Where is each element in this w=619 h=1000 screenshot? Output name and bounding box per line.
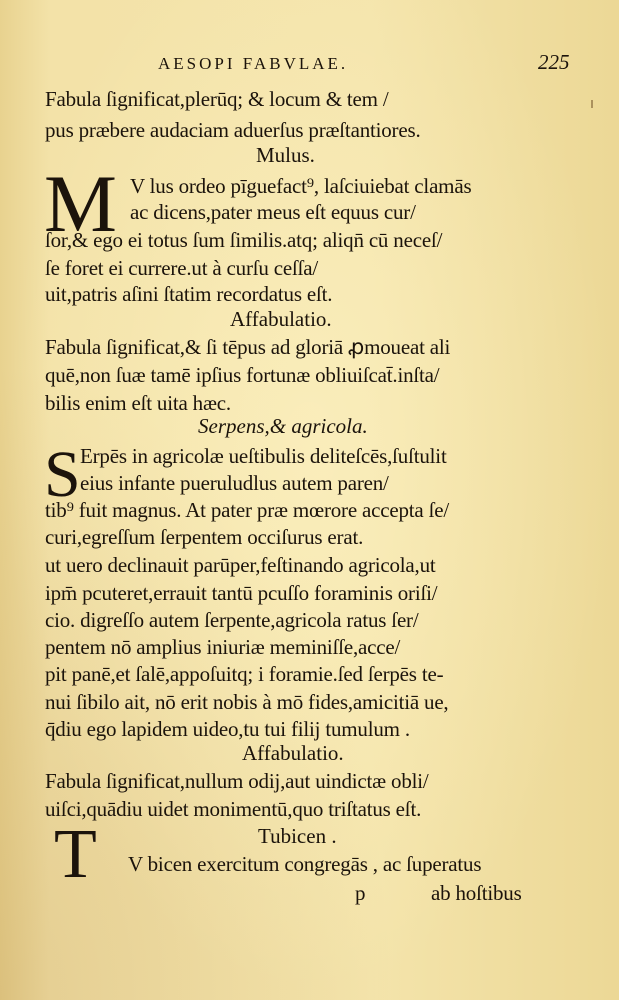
signature-mark: p xyxy=(355,881,366,905)
text-line: Fabula ſignificat,plerūq; & locum & tem / xyxy=(45,87,389,111)
text-line: ipm̄ pcuteret,errauit tantū pcuſſo foraminis oriſi/ xyxy=(45,581,438,605)
text-line: eius infante pueruludlus autem paren/ xyxy=(80,471,389,495)
fable-title: Tubicen . xyxy=(258,824,337,848)
text-line: cio. digreſſo autem ſerpente,agricola ratus ſer/ xyxy=(45,608,419,632)
text-line: bilis enim eſt uita hæc. xyxy=(45,391,231,415)
text-line: q̄diu ego lapidem uideo,tu tui filij tumulum . xyxy=(45,717,410,741)
text-line: pit panē,et ſalē,appoſuitq; i foramie.ſed ſerpēs te- xyxy=(45,662,444,686)
text-line: Erpēs in agricolæ ueſtibulis deliteſcēs,ſuſtulit xyxy=(80,444,447,468)
page-number: 225 xyxy=(538,50,570,74)
text-line: uit,patris aſini ſtatim recordatus eſt. xyxy=(45,282,333,306)
fable-title: Serpens,& agricola. xyxy=(198,414,368,438)
text-line: ſor,& ego ei totus ſum ſimilis.atq; aliqn̄ cū neceſ/ xyxy=(45,228,443,252)
text-line: Fabula ſignificat,nullum odij,aut uindictæ obli/ xyxy=(45,769,429,793)
text-line: curi,egreſſum ſerpentem occiſurus erat. xyxy=(45,525,364,549)
text-line: pentem nō amplius iniuriæ meminiſſe,acce/ xyxy=(45,635,401,659)
text-line: quē,non ſuæ tamē ipſius fortunæ obliuiſcat̄.inſta/ xyxy=(45,363,440,387)
text-line: tib⁹ fuit magnus. At pater præ mœrore accepta ſe/ xyxy=(45,498,449,522)
text-line: pus præbere audaciam aduerſus præſtantiores. xyxy=(45,118,421,142)
text-line: V lus ordeo pīguefact⁹, laſciuiebat clamās xyxy=(130,174,472,198)
text-line: Fabula ſignificat,& ſi tēpus ad gloriā ꝓmoueat ali xyxy=(45,335,451,359)
drop-capital: T xyxy=(54,816,97,893)
text-line: ac dicens,pater meus eſt equus cur/ xyxy=(130,200,416,224)
text-line: ſe foret ei currere.ut à curſu ceſſa/ xyxy=(45,256,319,280)
running-title: AESOPI FABVLAE. xyxy=(158,54,349,73)
text-line: ut uero declinauit parūper,feſtinando agricola,ut xyxy=(45,553,436,577)
moral-heading: Affabulatio. xyxy=(230,307,332,331)
fable-title: Mulus. xyxy=(256,143,315,167)
margin-speck xyxy=(591,100,593,108)
drop-capital: S xyxy=(44,438,81,511)
drop-capital: M xyxy=(44,158,117,249)
catchword: ab hoſtibus xyxy=(431,881,522,905)
text-line: uiſci,quādiu uidet monimentū,quo triſtatus eſt. xyxy=(45,797,422,821)
moral-heading: Affabulatio. xyxy=(242,741,344,765)
text-line: V bicen exercitum congregās , ac ſuperatus xyxy=(128,852,482,876)
text-line: nui ſibilo ait, nō erit nobis à mō fides,amicitiā ue, xyxy=(45,690,449,714)
